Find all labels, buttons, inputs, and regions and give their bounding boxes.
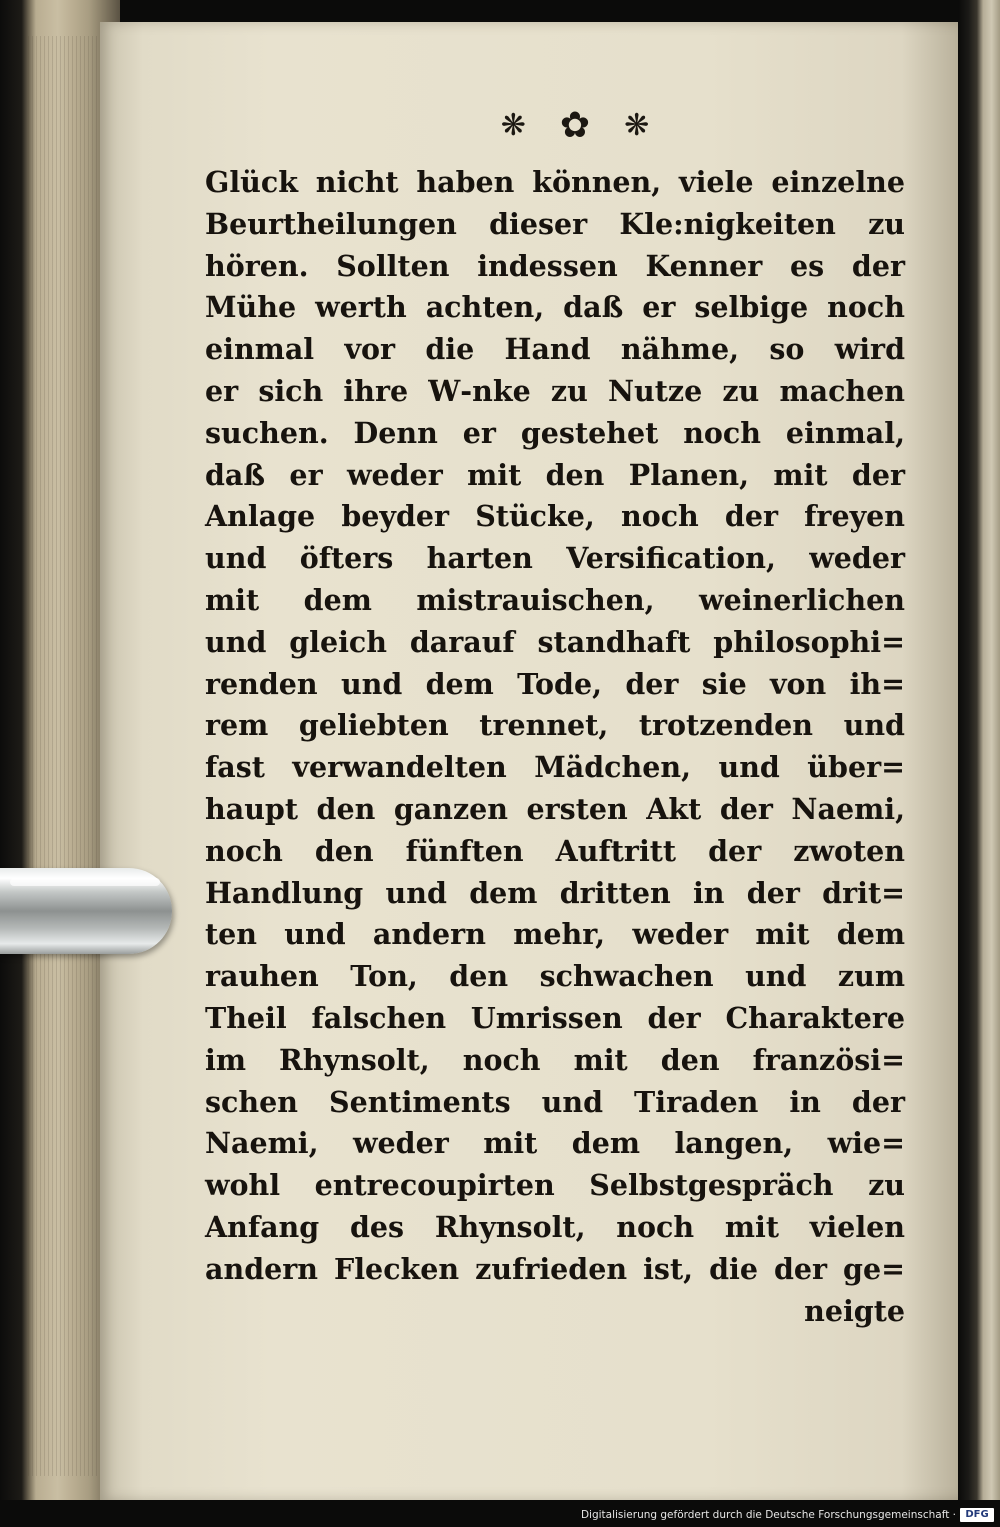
text-line: hören. Sollten indessen Kenner es der [205, 248, 905, 283]
text-line: ten und andern mehr, weder mit dem [205, 917, 905, 952]
text-line: renden und dem Tode, der sie von ih= [205, 666, 905, 701]
footer-bar [0, 1500, 1000, 1527]
text-line: mit dem mistrauischen, weinerlichen [205, 582, 905, 617]
text-line: Mühe werth achten, daß er selbige noch [205, 290, 905, 325]
text-line: im Rhynsolt, noch mit den französi= [205, 1042, 905, 1077]
text-line: Anfang des Rhynsolt, noch mit vielen [205, 1209, 905, 1244]
page-body-text [205, 162, 905, 1332]
text-line: daß er weder mit den Planen, mit der [205, 457, 905, 492]
text-line: wohl entrecoupirten Selbstgespräch zu [205, 1168, 905, 1203]
text-line: andern Flecken zufrieden ist, die der ge= [205, 1251, 905, 1286]
text-line: Naemi, weder mit dem langen, wie= [205, 1126, 905, 1161]
text-line: noch den fünften Auftritt der zwoten [205, 833, 905, 868]
catchword: neigte [804, 1293, 905, 1328]
text-line: er sich ihre W‑nke zu Nutze zu machen [205, 373, 905, 408]
text-line: schen Sentiments und Tiraden in der [205, 1084, 905, 1119]
text-line: einmal vor die Hand nähme, so wird [205, 332, 905, 367]
text-line: Theil falschen Umrissen der Charaktere [205, 1000, 905, 1035]
text-line: Handlung und dem dritten in der drit= [205, 875, 905, 910]
text-line: rauhen Ton, den schwachen und zum [205, 959, 905, 994]
dfg-logo: DFG [960, 1508, 994, 1522]
header-ornament [480, 104, 670, 148]
text-line: Beurtheilungen dieser Kle:nigkeiten zu [205, 206, 905, 241]
text-line: Glück nicht haben können, viele einzelne [205, 165, 905, 199]
book-gutter [958, 0, 1000, 1500]
text-line: rem geliebten trennet, trotzenden und [205, 708, 905, 743]
text-line: haupt den ganzen ersten Akt der Naemi, [205, 791, 905, 826]
page-holder-highlight [10, 878, 160, 886]
funding-credit: Digitalisierung gefördert durch die Deutsche Forschungsgemeinschaft · [580, 1509, 956, 1521]
ornament-center-icon: ✿ [559, 105, 591, 146]
text-line: Anlage beyder Stücke, noch der freyen [205, 499, 905, 534]
text-line: fast verwandelten Mädchen, und über= [205, 750, 905, 785]
ornament-left-icon: ❋ [500, 108, 526, 143]
ornament-right-icon: ❋ [624, 108, 650, 143]
text-line: und öfters harten Versification, weder [205, 541, 905, 576]
text-line: suchen. Denn er gestehet noch einmal, [205, 415, 905, 450]
text-line: und gleich darauf standhaft philosophi= [205, 624, 905, 659]
